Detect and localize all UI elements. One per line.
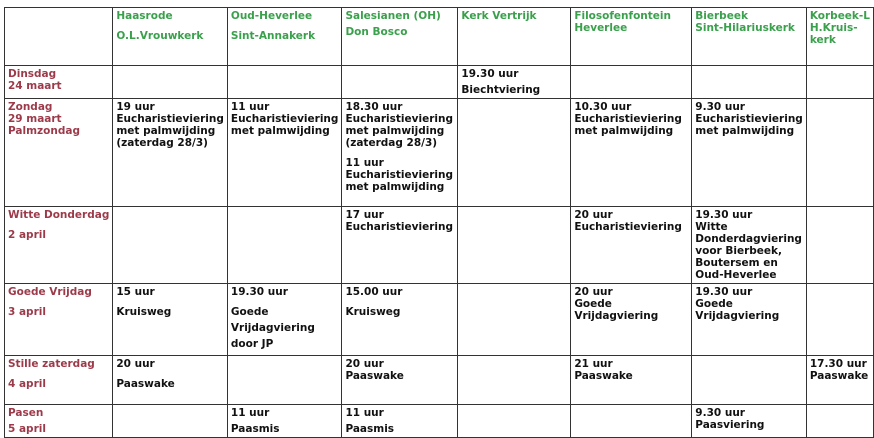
cell-vrijdag-salesianen	[342, 284, 458, 356]
day-name: Witte Donderdag	[8, 209, 110, 221]
service-time: 10.30 uur	[574, 101, 632, 113]
service-time: 11 uur	[345, 407, 384, 419]
service-time: 20 uur	[574, 286, 613, 298]
service-desc: Vrijdagviering	[574, 310, 659, 322]
service-desc: Boutersem en	[695, 257, 778, 269]
service-desc: met palmwijding	[574, 125, 674, 137]
service-desc: Kruisweg	[345, 306, 401, 318]
cell-zaterdag-haasrode	[113, 356, 228, 405]
cell-pasen-oud-heverlee	[227, 405, 342, 438]
day-header-zondag	[5, 99, 113, 207]
service-desc: Vrijdagviering	[695, 310, 780, 322]
service-time: 17 uur	[345, 209, 384, 221]
service-desc: Eucharistieviering	[574, 221, 682, 233]
service-time: 11 uur	[345, 157, 384, 169]
cell-zaterdag-filosofenfontein	[571, 356, 692, 405]
church-subname: Sint-Annakerk	[230, 30, 316, 42]
service-time: 11 uur	[230, 101, 270, 113]
service-desc: Goede	[695, 298, 733, 310]
day-date: 5 april	[8, 423, 46, 435]
service-desc: Goede	[230, 306, 269, 318]
church-subname: O.L.Vrouwkerk	[116, 30, 204, 42]
service-desc: met palmwijding	[116, 125, 216, 137]
service-time: 20 uur	[345, 358, 384, 370]
cell-zondag-filosofenfontein	[571, 99, 692, 207]
cell-zaterdag-salesianen	[342, 356, 458, 405]
cell-donderdag-vertrijk	[458, 207, 571, 284]
service-desc: Oud-Heverlee	[695, 269, 777, 281]
service-desc: Paaswake	[574, 370, 633, 382]
day-date: 24 maart	[8, 80, 62, 92]
service-desc: Eucharistieviering	[345, 113, 453, 125]
cell-zondag-bierbeek	[692, 99, 807, 207]
cell-donderdag-korbeek	[806, 207, 873, 284]
church-name: Salesianen (OH)	[345, 10, 441, 22]
cell-zondag-salesianen	[342, 99, 458, 207]
service-desc: Kruisweg	[116, 306, 172, 318]
church-header-korbeek	[806, 8, 873, 66]
service-desc: Goede	[574, 298, 612, 310]
service-desc: Paaswake	[116, 378, 175, 390]
church-name: Filosofenfontein	[574, 10, 671, 22]
service-time: 19.30 uur	[695, 209, 753, 221]
service-desc: Paaswake	[345, 370, 404, 382]
church-subname: kerk	[809, 34, 836, 46]
service-desc: Eucharistieviering	[695, 113, 803, 125]
cell-dinsdag-oud-heverlee	[227, 66, 342, 99]
day-feast: Palmzondag	[8, 125, 80, 137]
church-subname: Sint-Hilariuskerk	[695, 22, 795, 34]
cell-dinsdag-korbeek	[806, 66, 873, 99]
service-time: 19 uur	[116, 101, 155, 113]
service-note: (zaterdag 28/3)	[345, 137, 438, 149]
church-name: Haasrode	[116, 10, 173, 22]
service-time: 15 uur	[116, 286, 155, 298]
cell-zondag-haasrode	[113, 99, 228, 207]
service-desc: met palmwijding	[345, 181, 445, 193]
service-desc: Eucharistieviering	[116, 113, 224, 125]
cell-zondag-oud-heverlee	[227, 99, 342, 207]
church-header-row	[5, 8, 874, 66]
row-dinsdag	[5, 66, 874, 99]
schedule-table	[4, 7, 874, 438]
cell-dinsdag-salesianen	[342, 66, 458, 99]
cell-zaterdag-oud-heverlee	[227, 356, 342, 405]
day-date: 2 april	[8, 229, 46, 241]
cell-pasen-korbeek	[806, 405, 873, 438]
cell-donderdag-oud-heverlee	[227, 207, 342, 284]
service-time: 9.30 uur	[695, 407, 745, 419]
cell-pasen-salesianen	[342, 405, 458, 438]
service-time: 20 uur	[574, 209, 613, 221]
service-desc: Paasmis	[345, 423, 395, 435]
row-pasen	[5, 405, 874, 438]
cell-donderdag-haasrode	[113, 207, 228, 284]
service-desc: Biechtviering	[461, 84, 541, 96]
service-time: 19.30 uur	[230, 286, 288, 298]
service-time: 9.30 uur	[695, 101, 745, 113]
cell-pasen-vertrijk	[458, 405, 571, 438]
day-header-vrijdag	[5, 284, 113, 356]
church-header-salesianen	[342, 8, 458, 66]
service-time: 20 uur	[116, 358, 155, 370]
day-name: Dinsdag	[8, 68, 57, 80]
church-header-bierbeek	[692, 8, 807, 66]
service-desc: door JP	[230, 338, 274, 350]
cell-zondag-korbeek	[806, 99, 873, 207]
service-time: 17.30 uur	[809, 358, 867, 370]
row-palmzondag	[5, 99, 874, 207]
service-time: 15.00 uur	[345, 286, 403, 298]
day-date: 29 maart	[8, 113, 62, 125]
service-desc: Paasmis	[230, 423, 280, 435]
day-name: Zondag	[8, 101, 53, 113]
service-note: (zaterdag 28/3)	[116, 137, 208, 149]
service-time: 19.30 uur	[461, 68, 519, 80]
church-subname: Heverlee	[574, 22, 628, 34]
corner-cell	[5, 8, 113, 66]
church-header-vertrijk	[458, 8, 571, 66]
day-name: Goede Vrijdag	[8, 286, 92, 298]
church-name: Kerk Vertrijk	[461, 10, 537, 22]
church-header-filosofenfontein	[571, 8, 692, 66]
cell-vrijdag-oud-heverlee	[227, 284, 342, 356]
cell-dinsdag-filosofenfontein	[571, 66, 692, 99]
day-header-zaterdag	[5, 356, 113, 405]
service-time: 21 uur	[574, 358, 613, 370]
day-header-dinsdag	[5, 66, 113, 99]
row-goede-vrijdag	[5, 284, 874, 356]
church-subname: H.Kruis-	[809, 22, 858, 34]
service-desc: Eucharistieviering	[345, 221, 453, 233]
service-desc: Eucharistieviering	[230, 113, 339, 125]
service-desc: Witte	[695, 221, 728, 233]
day-name: Pasen	[8, 407, 44, 419]
service-desc: Donderdagviering	[695, 233, 802, 245]
cell-donderdag-filosofenfontein	[571, 207, 692, 284]
day-date: 4 april	[8, 378, 46, 390]
cell-pasen-filosofenfontein	[571, 405, 692, 438]
cell-zaterdag-korbeek	[806, 356, 873, 405]
service-time: 11 uur	[230, 407, 270, 419]
service-time: 19.30 uur	[695, 286, 753, 298]
service-desc: Eucharistieviering	[345, 169, 453, 181]
church-header-oud-heverlee	[227, 8, 342, 66]
day-header-pasen	[5, 405, 113, 438]
day-header-donderdag	[5, 207, 113, 284]
cell-pasen-bierbeek	[692, 405, 807, 438]
cell-zaterdag-vertrijk	[458, 356, 571, 405]
service-desc: Paasviering	[695, 419, 765, 431]
cell-donderdag-bierbeek	[692, 207, 807, 284]
cell-dinsdag-haasrode	[113, 66, 228, 99]
church-name: Bierbeek	[695, 10, 748, 22]
service-desc: met palmwijding	[230, 125, 330, 137]
day-name: Stille zaterdag	[8, 358, 95, 370]
service-desc: voor Bierbeek,	[695, 245, 783, 257]
row-witte-donderdag	[5, 207, 874, 284]
church-name: Korbeek-L	[809, 10, 870, 22]
row-stille-zaterdag	[5, 356, 874, 405]
church-header-haasrode	[113, 8, 228, 66]
cell-vrijdag-bierbeek	[692, 284, 807, 356]
cell-vrijdag-korbeek	[806, 284, 873, 356]
cell-dinsdag-vertrijk	[458, 66, 571, 99]
cell-vrijdag-vertrijk	[458, 284, 571, 356]
cell-dinsdag-bierbeek	[692, 66, 807, 99]
cell-vrijdag-filosofenfontein	[571, 284, 692, 356]
cell-vrijdag-haasrode	[113, 284, 228, 356]
service-desc: Vrijdagviering	[230, 322, 315, 334]
service-time: 18.30 uur	[345, 101, 403, 113]
church-subname: Don Bosco	[345, 26, 408, 38]
day-date: 3 april	[8, 306, 46, 318]
cell-pasen-haasrode	[113, 405, 228, 438]
service-desc: met palmwijding	[695, 125, 795, 137]
cell-zaterdag-bierbeek	[692, 356, 807, 405]
service-desc: Paaswake	[809, 370, 869, 382]
church-name: Oud-Heverlee	[230, 10, 313, 22]
cell-donderdag-salesianen	[342, 207, 458, 284]
service-desc: met palmwijding	[345, 125, 445, 137]
service-desc: Eucharistieviering	[574, 113, 682, 125]
cell-zondag-vertrijk	[458, 99, 571, 207]
